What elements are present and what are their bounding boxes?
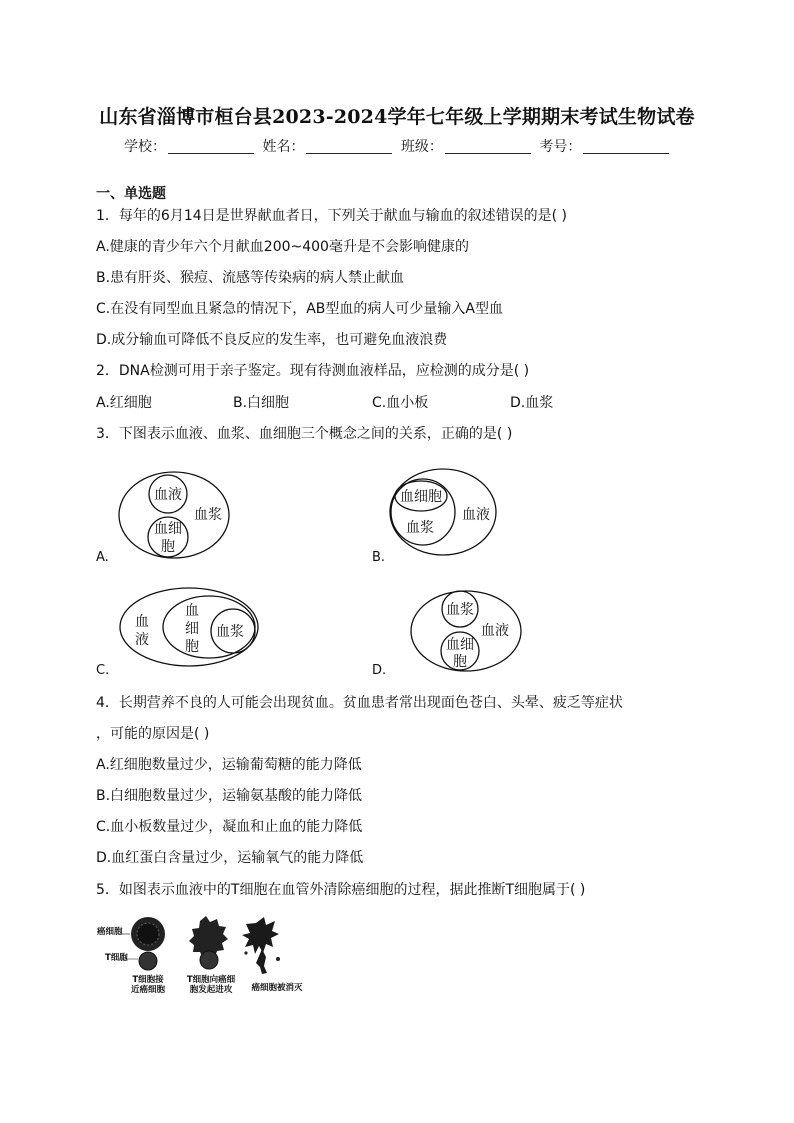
q4-option-d[interactable]: D.血红蛋白含量过少，运输氧气的能力降低 xyxy=(96,850,364,866)
q4-option-b[interactable]: B.白细胞数量过少，运输氨基酸的能力降低 xyxy=(96,788,363,804)
cancer-cell-caption: 癌细胞 xyxy=(97,927,123,937)
student-info-row xyxy=(124,136,673,156)
q2-option-b[interactable]: B.白细胞 xyxy=(233,395,290,411)
diagB-plasma-text: 血浆 xyxy=(406,520,434,536)
q2-stem: 2．DNA检测可用于亲子鉴定。现有待测血液样品，应检测的成分是( ) xyxy=(96,363,530,379)
q1-stem: 1．每年的6月14日是世界献血者日，下列关于献血与输血的叙述错误的是( ) xyxy=(96,208,568,224)
q3-option-d-label[interactable]: D. xyxy=(372,663,387,678)
q1-option-b[interactable]: B.患有肝炎、猴痘、流感等传染病的病人禁止献血 xyxy=(96,270,405,286)
diagC-cell-text-3: 胞 xyxy=(185,639,199,655)
q4-stem-line1: 4．长期营养不良的人可能会出现贫血。贫血患者常出现面色苍白、头晕、疲乏等症状 xyxy=(96,695,623,711)
section-heading: 一、单选题 xyxy=(96,186,166,202)
class-blank[interactable] xyxy=(445,139,531,154)
diagD-plasma-text: 血浆 xyxy=(446,602,474,618)
name-blank[interactable] xyxy=(306,139,392,154)
diagD-cell-text-2: 胞 xyxy=(453,654,467,670)
diagD-cell-text-1: 血细 xyxy=(446,637,474,653)
tcell-figure xyxy=(96,913,326,1003)
q4-option-c[interactable]: C.血小板数量过少，凝血和止血的能力降低 xyxy=(96,819,363,835)
tcell-caption: T细胞 xyxy=(105,953,128,963)
q2-option-a[interactable]: A.红细胞 xyxy=(96,395,152,411)
class-label: 班级： xyxy=(400,139,443,155)
diagA-cell-text-1: 血细 xyxy=(154,521,182,537)
diagC-blood-text-2: 液 xyxy=(135,632,149,648)
q4-stem-line2: ，可能的原因是( ) xyxy=(96,726,210,742)
stage2-caption-line2: 胞发起进攻 xyxy=(189,985,233,995)
q4-option-a[interactable]: A.红细胞数量过少，运输葡萄糖的能力降低 xyxy=(96,757,362,773)
stage2-caption-line1: T细胞向癌细 xyxy=(186,975,236,985)
q3-diagram-a[interactable] xyxy=(116,470,236,562)
diagD-blood-text: 血液 xyxy=(481,623,509,639)
diagC-plasma-text: 血浆 xyxy=(216,624,244,640)
number-label: 考号： xyxy=(539,139,582,155)
stage2-caption xyxy=(180,975,242,995)
number-blank[interactable] xyxy=(583,139,669,154)
diagC-cell-text-1: 血 xyxy=(185,603,199,619)
diagA-plasma-text: 血浆 xyxy=(194,507,222,523)
diagB-cell-text: 血细胞 xyxy=(400,489,442,505)
stage1-caption-line2: 近癌细胞 xyxy=(130,985,165,995)
school-label: 学校： xyxy=(124,139,166,155)
q3-option-b-label[interactable]: B. xyxy=(372,550,386,565)
q3-diagram-c[interactable] xyxy=(119,586,263,668)
q3-stem: 3．下图表示血液、血浆、血细胞三个概念之间的关系，正确的是( ) xyxy=(96,426,513,442)
q2-option-d[interactable]: D.血浆 xyxy=(510,395,554,411)
q3-option-c-label[interactable]: C. xyxy=(96,663,110,678)
stage3-caption: 癌细胞被消灭 xyxy=(251,983,303,993)
stage1-caption xyxy=(122,975,174,995)
page-title: 山东省淄博市桓台县2023-2024学年七年级上学期期末考试生物试卷 xyxy=(99,106,695,128)
name-label: 姓名： xyxy=(262,139,305,155)
stage1-caption-line1: T细胞接 xyxy=(132,975,164,985)
q3-option-a-label[interactable]: A. xyxy=(96,550,109,565)
diagA-cell-text-2: 胞 xyxy=(161,539,175,555)
q3-diagram-b[interactable] xyxy=(388,467,500,559)
q1-option-c[interactable]: C.在没有同型血且紧急的情况下，AB型血的病人可少量输入A型血 xyxy=(96,301,503,317)
q1-option-a[interactable]: A.健康的青少年六个月献血200~400毫升是不会影响健康的 xyxy=(96,239,469,255)
diagB-blood-text: 血液 xyxy=(462,507,490,523)
q5-stem: 5．如图表示血液中的T细胞在血管外清除癌细胞的过程，据此推断T细胞属于( ) xyxy=(96,882,586,898)
diagA-blood-text: 血液 xyxy=(154,487,182,503)
q2-option-c[interactable]: C.血小板 xyxy=(372,395,429,411)
school-blank[interactable] xyxy=(168,139,254,154)
q3-diagram-d[interactable] xyxy=(409,589,525,673)
q1-option-d[interactable]: D.成分输血可降低不良反应的发生率，也可避免血液浪费 xyxy=(96,332,448,348)
diagC-blood-text-1: 血 xyxy=(135,614,149,630)
diagC-cell-text-2: 细 xyxy=(185,621,199,637)
